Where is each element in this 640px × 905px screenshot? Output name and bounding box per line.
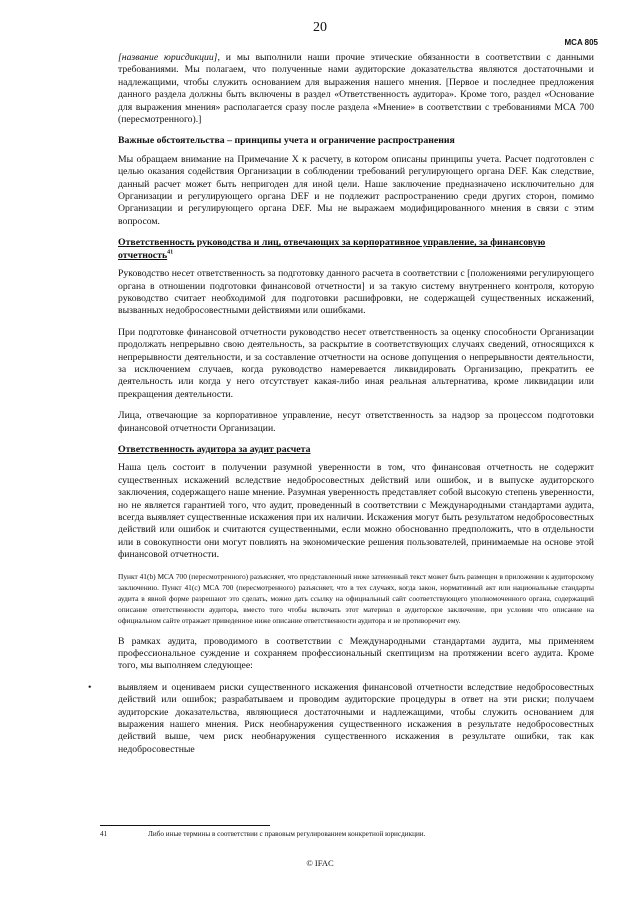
management-paragraph-1: Руководство несет ответственность за подготовку данного расчета в соответствии с [положениями регулирующего органа в отношении подготовки финансовой отчетности] и за такую систему внутреннего контроля, которую руководство считает необходимой для подготовки расшифровки, не содержащей существенных искажений, вызванных недобросовестными действиями или ошибками. <box>118 268 594 317</box>
auditor-paragraph-2: В рамках аудита, проводимого в соответствии с Международными стандартами аудита, мы применяем профессиональное суждение и сохраняем профессиональный скептицизм на протяжении всего аудита. Кроме того, мы выполняем следующее: <box>118 635 594 672</box>
page-number: 20 <box>313 20 327 35</box>
bullet-icon: • <box>88 681 92 693</box>
bullet-text: выявляем и оцениваем риски существенного искажения финансовой отчетности вследствие недобросовестных действий или ошибок; разрабатываем и проводим аудиторские процедуры в ответ на эти риски; получаем аудиторские доказательства, являющиеся достаточными и надлежащими, чтобы служить основанием для выражения нашего мнения. Риск необнаружения существенного искажения в результате недобросовестных действий выше, чем риск необнаружения существенного искажения в результате ошибки, так как недобросовестные <box>118 681 594 755</box>
auditor-bullet-list <box>88 681 594 756</box>
auditor-paragraph-1: Наша цель состоит в получении разумной уверенности в том, что финансовая отчетность не содержит существенных искажений вследствие недобросовестных действий или ошибок, и в выпуске аудиторского заключения, содержащего наше мнение. Разумная уверенность представляет собой высокую степень уверенности, но не является гарантией того, что аудит, проведенный в соответствии с Международными стандартами аудита, всегда выявляет существенные искажения при их наличии. Искажения могут быть результатом недобросовестных действий или ошибок и считаются существенными, если можно обоснованно предположить, что в отдельности или в совокупности они могут повлиять на экономические решения пользователей, принимаемые на основе этой финансовой отчетности. <box>118 462 594 561</box>
footnote-number: 41 <box>100 830 108 838</box>
footnote-reference[interactable]: 41 <box>167 249 174 256</box>
footnote-divider <box>100 825 270 826</box>
management-paragraph-3: Лица, отвечающие за корпоративное управление, несут ответственность за надзор за процессом подготовки финансовой отчетности Организации. <box>118 410 594 434</box>
auditor-note: Пункт 41(b) МСА 700 (пересмотренного) разъясняет, что представленный ниже затененный текст может быть размещен в приложении к аудиторскому заключению. Пункт 41(c) МСА 700 (пересмотренного) разъясняет, что в тех случаях, когда закон, нормативный акт или национальные стандарты аудита в явной форме разрешают это сделать, можно дать ссылку на официальный сайт соответствующего уполномоченного органа, содержащий описание ответственности аудитора, вместо того чтобы включать этот материал в аудиторское заключение, при условии что описание на официальном сайте отражает приведенное ниже описание ответственности аудитора и не противоречит ему. <box>118 571 594 626</box>
jurisdiction-placeholder: [название юрисдикции] <box>118 52 218 63</box>
footer-copyright: © IFAC <box>306 858 334 868</box>
section-heading-management <box>118 237 594 262</box>
intro-text: , и мы выполнили наши прочие этические обязанности в соответствии с данными требованиями. Мы полагаем, что полученные нами аудиторские доказательства являются достаточными и надлежащими, чтобы служить основанием для выражения нашего мнения. [Первое и последнее предложения данного раздела должны быть включены в раздел «Ответственность аудитора». Кроме того, раздел «Основание для выражения мнения» располагается сразу после раздела «Мнение» в соответствии с требованиями МСА 700 (пересмотренного).] <box>118 52 594 126</box>
section-heading-auditor <box>118 444 594 456</box>
section-heading-emphasis: Важные обстоятельства – принципы учета и ограничение распространения <box>118 135 455 147</box>
list-item <box>88 681 594 756</box>
footnote <box>100 829 580 839</box>
management-heading-text: Ответственность руководства и лиц, отвечающих за корпоративное управление, за финансовую отчетность <box>118 237 546 261</box>
emphasis-paragraph: Мы обращаем внимание на Примечание X к расчету, в котором описаны принципы учета. Расчет подготовлен с целью оказания содействия Организации в соблюдении требований регулирующего органа DEF. Как следствие, данный расчет может быть непригоден для иной цели. Наше заключение предназначено исключительно для Организации и регулирующего органа DEF и не подлежит распространению среди других сторон, помимо Организации и регулирующего органа DEF. Мы не выражаем модифицированного мнения в связи с этим вопросом. <box>118 153 594 227</box>
document-code: MCA 805 <box>564 38 598 47</box>
intro-paragraph <box>118 52 594 126</box>
document-body <box>88 52 594 756</box>
auditor-heading-text: Ответственность аудитора за аудит расчета <box>118 443 311 455</box>
footnote-text: Либо иные термины в соответствии с правовым регулированием конкретной юрисдикции. <box>148 830 426 838</box>
management-paragraph-2: При подготовке финансовой отчетности руководство несет ответственность за оценку способности Организации продолжать непрерывно свою деятельность, за раскрытие в соответствующих случаях сведений, относящихся к непрерывности деятельности, и за составление отчетности на основе допущения о непрерывности деятельности, за исключением случаев, когда руководство намеревается ликвидировать Организацию, прекратить ее деятельность или когда у него отсутствует какая-либо иная реальная альтернатива, кроме ликвидации или прекращения деятельности. <box>118 326 594 400</box>
